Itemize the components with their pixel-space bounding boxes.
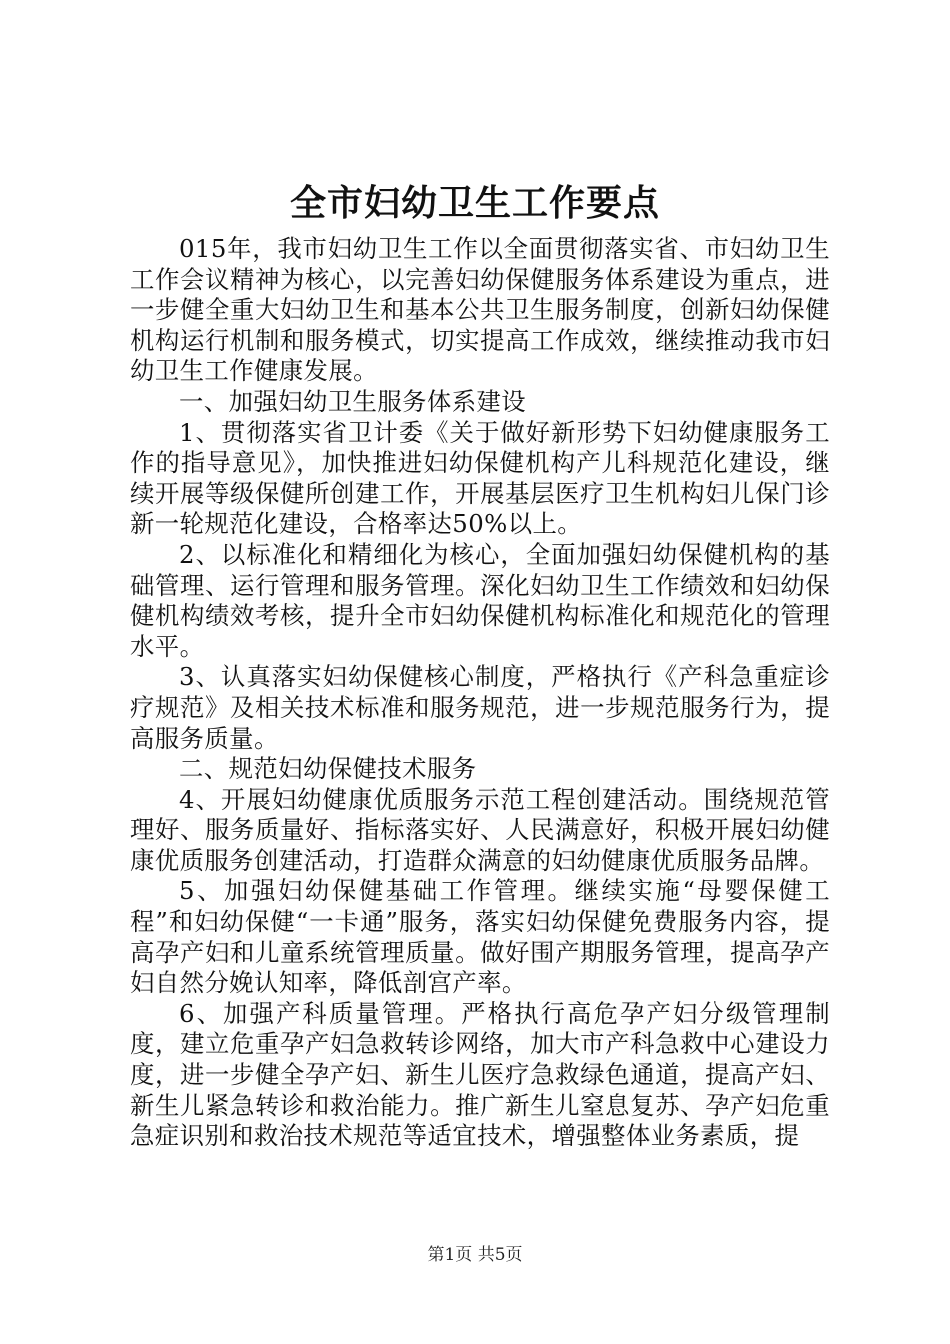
document-title: 全市妇幼卫生工作要点 <box>289 183 660 224</box>
item-paragraph-2: 2、以标准化和精细化为核心，全面加强妇幼保健机构的基础管理、运行管理和服务管理。深化妇幼卫生工作绩效和妇幼保健机构绩效考核，提升全市妇幼保健机构标准化和规范化的管理水平。 <box>130 539 830 661</box>
page-footer: 第1页 共5页 <box>427 1245 523 1265</box>
item-paragraph-4: 4、开展妇幼健康优质服务示范工程创建活动。围绕规范管理好、服务质量好、指标落实好、人民满意好，积极开展妇幼健康优质服务创建活动，打造群众满意的妇幼健康优质服务品牌。 <box>130 784 830 875</box>
intro-paragraph: 015年，我市妇幼卫生工作以全面贯彻落实省、市妇幼卫生工作会议精神为核心，以完善妇幼保健服务体系建设为重点，进一步健全重大妇幼卫生和基本公共卫生服务制度，创新妇幼保健机构运行机制和服务模式，切实提高工作成效，继续推动我市妇幼卫生工作健康发展。 <box>130 234 830 386</box>
item-paragraph-1: 1、贯彻落实省卫计委《关于做好新形势下妇幼健康服务工作的指导意见》，加快推进妇幼保健机构产儿科规范化建设，继续开展等级保健所创建工作，开展基层医疗卫生机构妇儿保门诊新一轮规范化建设，合格率达50%以上。 <box>130 417 830 539</box>
section-heading-2: 二、规范妇幼保健技术服务 <box>179 754 477 784</box>
item-paragraph-3: 3、认真落实妇幼保健核心制度，严格执行《产科急重症诊疗规范》及相关技术标准和服务规范，进一步规范服务行为，提高服务质量。 <box>130 662 830 753</box>
document-body <box>130 234 830 1152</box>
section-heading-1: 一、加强妇幼卫生服务体系建设 <box>179 386 527 416</box>
item-paragraph-6: 6、加强产科质量管理。严格执行高危孕产妇分级管理制度，建立危重孕产妇急救转诊网络，加大市产科急救中心建设力度，进一步健全孕产妇、新生儿医疗急救绿色通道，提高产妇、新生儿紧急转诊和救治能力。推广新生儿窒息复苏、孕产妇危重急症识别和救治技术规范等适宜技术，增强整体业务素质，提 <box>130 998 830 1151</box>
item-paragraph-5: 5、加强妇幼保健基础工作管理。继续实施“母婴保健工程”和妇幼保健“一卡通”服务，落实妇幼保健免费服务内容，提高孕产妇和儿童系统管理质量。做好围产期服务管理，提高孕产妇自然分娩认知率，降低剖宫产率。 <box>130 876 830 998</box>
